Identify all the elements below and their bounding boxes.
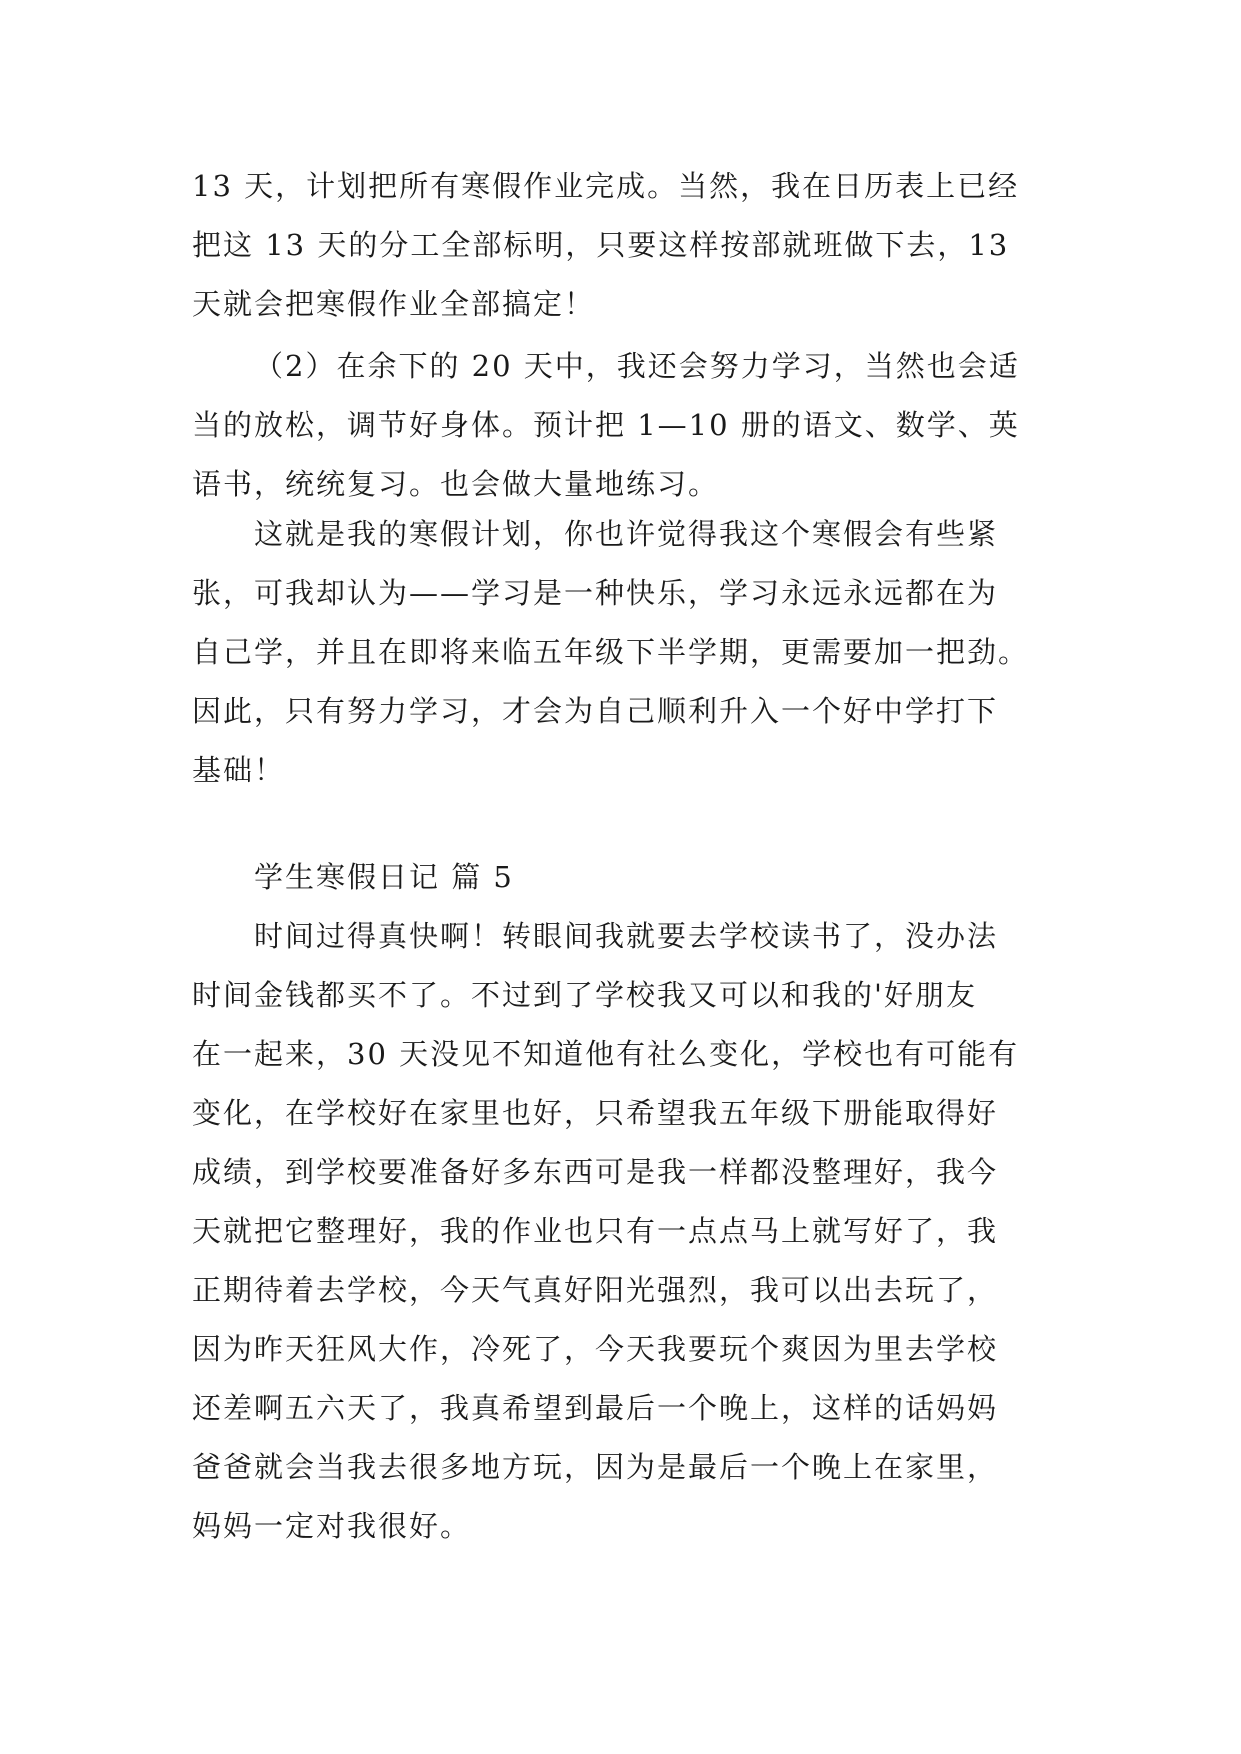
- text-line: 妈妈一定对我很好。: [192, 1509, 472, 1543]
- text-line: 时间金钱都买不了。不过到了学校我又可以和我的'好朋友: [192, 978, 977, 1012]
- text-line: 当的放松，调节好身体。预计把 1—10 册的语文、数学、英: [192, 408, 1020, 442]
- text-line: 这就是我的寒假计划，你也许觉得我这个寒假会有些紧: [254, 517, 999, 551]
- text-line: 13 天，计划把所有寒假作业完成。当然，我在日历表上已经: [192, 169, 1020, 203]
- text-line: 还差啊五六天了，我真希望到最后一个晚上，这样的话妈妈: [192, 1391, 999, 1425]
- paragraph-summary: [192, 505, 1054, 800]
- text-line: 天就会把寒假作业全部搞定！: [192, 287, 596, 321]
- text-line: 爸爸就会当我去很多地方玩，因为是最后一个晚上在家里，: [192, 1450, 999, 1484]
- text-line: （2）在余下的 20 天中，我还会努力学习，当然也会适: [254, 349, 1020, 383]
- text-line: 成绩，到学校要准备好多东西可是我一样都没整理好，我今: [192, 1155, 999, 1189]
- text-line: 时间过得真快啊！转眼间我就要去学校读书了，没办法: [254, 919, 999, 953]
- text-line: 在一起来，30 天没见不知道他有社么变化，学校也有可能有: [192, 1037, 1020, 1071]
- text-line: 因此，只有努力学习，才会为自己顺利升入一个好中学打下: [192, 694, 999, 728]
- text-line: 基础！: [192, 753, 286, 787]
- text-line: 把这 13 天的分工全部标明，只要这样按部就班做下去，13: [192, 228, 1010, 262]
- text-line: 语书，统统复习。也会做大量地练习。: [192, 467, 720, 501]
- paragraph-plan-continued: [192, 157, 1054, 334]
- paragraph-item-2: [192, 337, 1054, 514]
- text-line: 变化，在学校好在家里也好，只希望我五年级下册能取得好: [192, 1096, 999, 1130]
- text-line: 天就把它整理好，我的作业也只有一点点马上就写好了，我: [192, 1214, 999, 1248]
- text-line: 张，可我却认为——学习是一种快乐，学习永远永远都在为: [192, 576, 999, 610]
- text-line: 自己学，并且在即将来临五年级下半学期，更需要加一把劲。: [192, 635, 1030, 669]
- section-heading: 学生寒假日记 篇 5: [254, 860, 514, 894]
- text-line: 因为昨天狂风大作，冷死了，今天我要玩个爽因为里去学校: [192, 1332, 999, 1366]
- paragraph-diary-5: [192, 907, 1054, 1556]
- text-line: 正期待着去学校，今天气真好阳光强烈，我可以出去玩了，: [192, 1273, 999, 1307]
